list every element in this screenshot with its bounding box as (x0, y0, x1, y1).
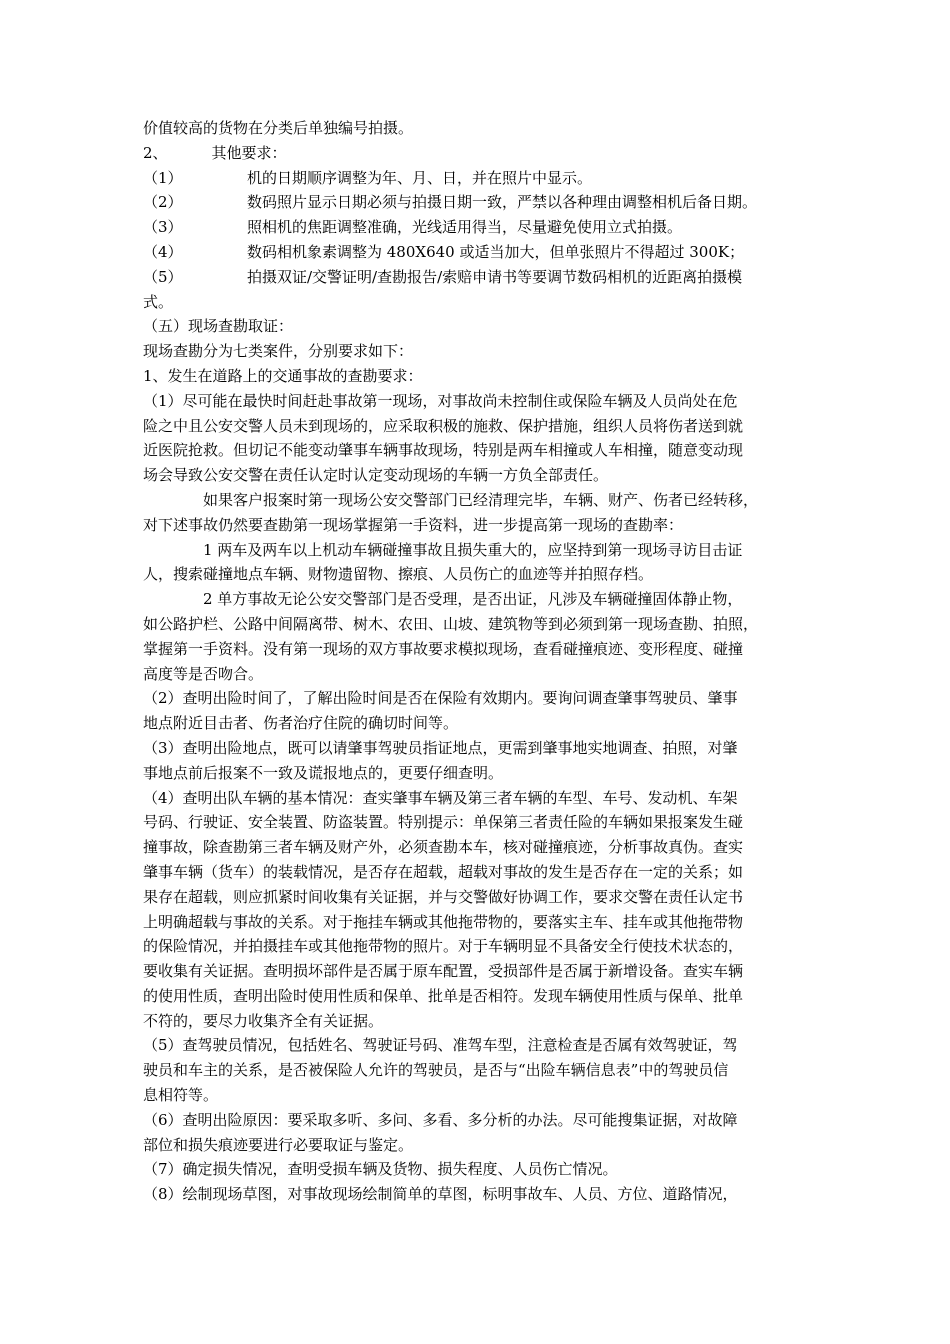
list-item (143, 166, 809, 191)
list-item (143, 240, 809, 265)
text-line: 如公路护栏、公路中间隔离带、树木、农田、山坡、建筑物等到必须到第一现场查勘、拍照， (143, 614, 759, 633)
paragraph-7 (143, 786, 809, 1034)
text-line: 地点附近目击者、伤者治疗住院的确切时间等。 (143, 714, 459, 733)
text-line: 对下述事故仍然要查勘第一现场掌握第一手资料，进一步提高第一现场的查勘率： (143, 515, 684, 534)
text-line: 险之中且公安交警人员未到现场的，应采取积极的施救、保护措施，组织人员将伤者送到就 (143, 416, 744, 435)
text-line: 掌握第一手资料。没有第一现场的双方事故要求模拟现场，查看碰撞痕迹、变形程度、碰撞 (143, 639, 744, 658)
text-line: 不符的，要尽力收集齐全有关证据。 (143, 1011, 384, 1030)
paragraph-10 (143, 1157, 809, 1182)
text-line: 驶员和车主的关系，是否被保险人允许的驾驶员，是否与“出险车辆信息表”中的驾驶员信 (143, 1061, 729, 1080)
text-line: 息相符等。 (143, 1086, 219, 1105)
section-title: （五）现场查勘取证： (143, 317, 294, 336)
list-item (143, 265, 809, 315)
item-text: 机的日期顺序调整为年、月、日，并在照片中显示。 (247, 168, 593, 187)
item-text: 拍摄双证/交警证明/查勘报告/索赔申请书等要调节数码相机的近距离拍摄模 (247, 267, 743, 286)
text-line: 2 单方事故无论公安交警部门是否受理，是否出证，凡涉及车辆碰撞固体静止物， (203, 590, 743, 609)
section-heading (143, 141, 809, 166)
text-line: （3）查明出险地点，既可以请肇事驾驶员指证地点，更需到肇事地实地调查、拍照，对肇 (143, 738, 738, 757)
text-line: 要收集有关证据。查明损坏部件是否属于原车配置，受损部件是否属于新增设备。查实车辆 (143, 962, 744, 981)
item-text-continued: 式。 (143, 292, 174, 311)
text-line: 的使用性质，查明出险时使用性质和保单、批单是否相符。发现车辆使用性质与保单、批单 (143, 986, 744, 1005)
text-line: （8）绘制现场草图，对事故现场绘制简单的草图，标明事故车、人员、方位、道路情况， (143, 1185, 738, 1204)
paragraph-4 (143, 587, 809, 686)
text-line: （4）查明出队车辆的基本情况：查实肇事车辆及第三者车辆的车型、车号、发动机、车架 (143, 788, 738, 807)
item-text: 照相机的焦距调整准确，光线适用得当，尽量避免使用立式拍摄。 (247, 218, 683, 237)
text-line: 近医院抢救。但切记不能变动肇事车辆事故现场，特别是两车相撞或人车相撞，随意变动现 (143, 441, 744, 460)
text-line: 号码、行驶证、安全装置、防盗装置。特别提示：单保第三者责任险的车辆如果报案发生碰 (143, 813, 744, 832)
paragraph-11 (143, 1182, 809, 1207)
text-line: （6）查明出险原因：要采取多听、多问、多看、多分析的办法。尽可能搜集证据，对故障 (143, 1110, 738, 1129)
text-line: 部位和损失痕迹要进行必要取证与鉴定。 (143, 1135, 414, 1154)
text-line: 果存在超载，则应抓紧时间收集有关证据，并与交警做好协调工作，要求交警在责任认定书 (143, 887, 744, 906)
case-heading: 1、发生在道路上的交通事故的查勘要求： (143, 366, 423, 385)
paragraph-2 (143, 488, 809, 538)
item-number: （5） (143, 267, 183, 286)
text-line: 1 两车及两车以上机动车辆碰撞事故且损失重大的，应坚持到第一现场寻访目击证 (203, 540, 743, 559)
item-number: （1） (143, 168, 183, 187)
text-line: 事地点前后报案不一致及谎报地点的，更要仔细查明。 (143, 763, 504, 782)
item-number: （3） (143, 218, 183, 237)
text-line: （2）查明出险时间了，了解出险时间是否在保险有效期内。要询问调查肇事驾驶员、肇事 (143, 689, 738, 708)
paragraph-3 (143, 538, 809, 588)
item-text: 数码相机象素调整为 480X640 或适当加大，但单张照片不得超过 300K； (247, 242, 745, 261)
list-item (143, 190, 809, 215)
text-line: （1）尽可能在最快时间赶赴事故第一现场，对事故尚未控制住或保险车辆及人员尚处在危 (143, 391, 738, 410)
text-line: 肇事车辆（货车）的装载情况，是否存在超载，超载对事故的发生是否存在一定的关系；如 (143, 862, 744, 881)
text-line: （5）查驾驶员情况，包括姓名、驾驶证号码、准驾车型，注意检查是否属有效驾驶证，驾 (143, 1036, 738, 1055)
item-number: （2） (143, 193, 183, 212)
paragraph-5 (143, 686, 809, 736)
text-line: 价值较高的货物在分类后单独编号拍摄。 (143, 119, 414, 137)
text-line: 撞事故，除查勘第三者车辆及财产外，必须查勘本车，核对碰撞痕迹，分析事故真伪。查实 (143, 838, 744, 857)
list-item (143, 215, 809, 240)
intro-text: 现场查勘分为七类案件，分别要求如下： (143, 342, 414, 361)
text-line: 上明确超载与事故的关系。对于拖挂车辆或其他拖带物的，要落实主车、挂车或其他拖带物 (143, 912, 744, 931)
text-line: 的保险情况，并拍摄挂车或其他拖带物的照片。对于车辆明显不具备安全行使技术状态的， (143, 937, 744, 956)
heading-number: 2、 (143, 143, 168, 162)
paragraph-8 (143, 1033, 809, 1107)
paragraph-6 (143, 736, 809, 786)
item-text: 数码照片显示日期必须与拍摄日期一致，严禁以各种理由调整相机后备日期。 (247, 193, 758, 212)
text-line: 人，搜索碰撞地点车辆、财物遗留物、擦痕、人员伤亡的血迹等并拍照存档。 (143, 565, 654, 584)
text-line: （7）确定损失情况，查明受损车辆及货物、损失程度、人员伤亡情况。 (143, 1160, 618, 1179)
item-number: （4） (143, 242, 183, 261)
text-line: 如果客户报案时第一现场公安交警部门已经清理完毕，车辆、财产、伤者已经转移， (203, 490, 759, 509)
document-body (143, 116, 809, 1207)
paragraph-1 (143, 389, 809, 488)
text-line: 场会导致公安交警在责任认定时认定变动现场的车辆一方负全部责任。 (143, 466, 609, 485)
text-line: 高度等是否吻合。 (143, 664, 264, 683)
heading-text: 其他要求： (211, 143, 287, 162)
paragraph-9 (143, 1108, 809, 1158)
